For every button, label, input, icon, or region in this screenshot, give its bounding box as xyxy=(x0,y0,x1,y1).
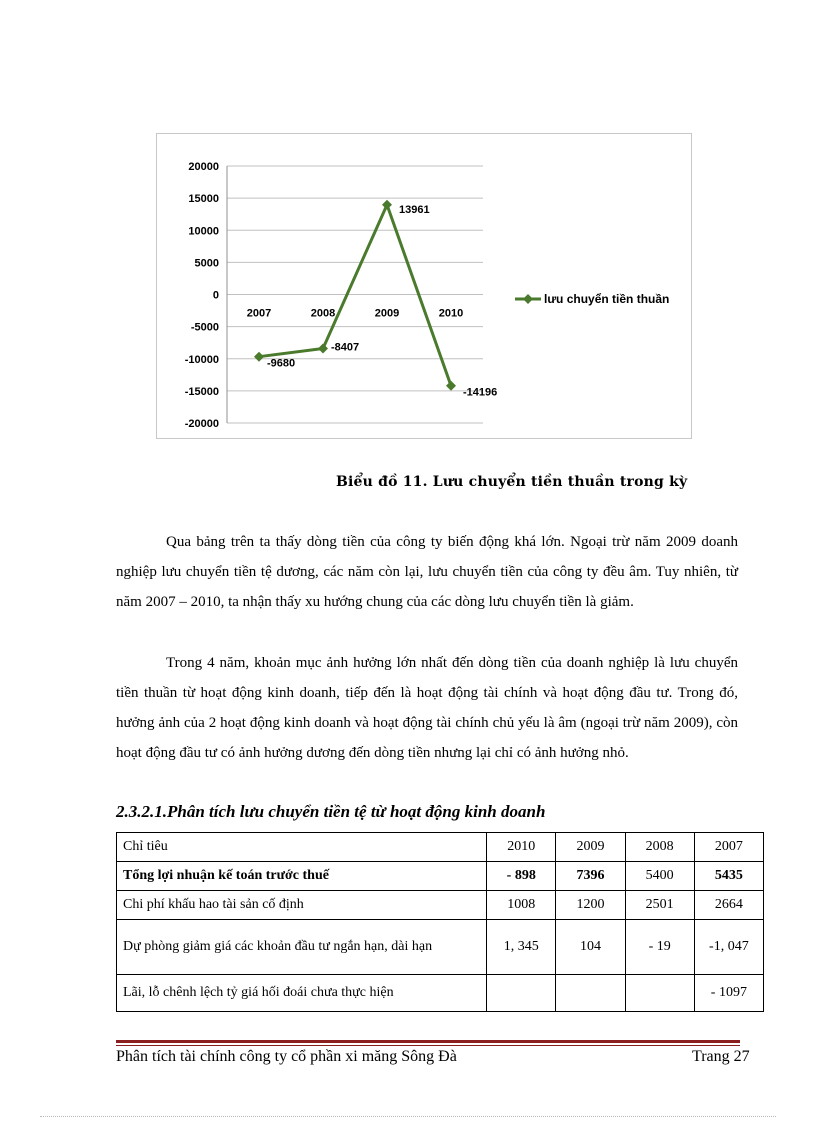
table-header-cell: Chỉ tiêu xyxy=(117,833,487,862)
table-row xyxy=(117,862,764,891)
paragraph-1: Qua bảng trên ta thấy dòng tiền của công ty biến động khá lớn. Ngoại trừ năm 2009 doanh nghiệp lưu chuyển tiền tệ dương, các năm còn lại, lưu chuyển tiền của công ty đều âm. Tuy nhiên, từ năm 2007 – 2010, ta nhận thấy xu hướng chung của các dòng lưu chuyển tiền là giảm. xyxy=(116,534,738,610)
x-tick-label: 2008 xyxy=(310,307,336,320)
table-cell xyxy=(625,975,694,1012)
table-header-cell: 2010 xyxy=(487,833,556,862)
table-header-row xyxy=(117,833,764,862)
x-tick-label: 2010 xyxy=(438,307,464,320)
y-tick-label: -15000 xyxy=(184,385,219,398)
paragraph-2: Trong 4 năm, khoản mục ảnh hưởng lớn nhất đến dòng tiền của doanh nghiệp là lưu chuyển tiền thuần từ hoạt động kinh doanh, tiếp đến là hoạt động tài chính và hoạt động đầu tư. Trong đó, hưởng ảnh của 2 hoạt động kinh doanh và hoạt động tài chính chủ yếu là âm (ngoại trừ năm 2009), còn hoạt động đầu tư có ảnh hưởng dương đến dòng tiền nhưng lại chỉ có ảnh hưởng nhỏ. xyxy=(116,655,738,761)
chart-caption: Biểu đồ 11. Lưu chuyển tiền thuần trong kỳ xyxy=(336,474,688,490)
table-row xyxy=(117,891,764,920)
x-tick-label: 2009 xyxy=(374,307,400,320)
page-edge-divider xyxy=(40,1116,776,1117)
table-cell: 2664 xyxy=(694,891,763,920)
page-number: Trang 27 xyxy=(692,1048,750,1065)
table-cell: 1200 xyxy=(556,891,625,920)
table-cell: 2501 xyxy=(625,891,694,920)
table-cell: Tổng lợi nhuận kế toán trước thuế xyxy=(117,862,487,891)
table-row xyxy=(117,975,764,1012)
data-label: -9680 xyxy=(267,357,296,370)
table-cell: - 898 xyxy=(487,862,556,891)
table-cell: Chi phí khấu hao tài sản cố định xyxy=(117,891,487,920)
table-row xyxy=(117,920,764,975)
y-tick-label: -5000 xyxy=(190,321,219,334)
table-cell: 7396 xyxy=(556,862,625,891)
footer-rule xyxy=(116,1045,740,1046)
table-cell: 104 xyxy=(556,920,625,975)
legend-label: lưu chuyển tiền thuần xyxy=(544,292,670,306)
table-cell: 1, 345 xyxy=(487,920,556,975)
table-header-cell: 2008 xyxy=(625,833,694,862)
x-tick-label: 2007 xyxy=(246,307,272,320)
table-cell xyxy=(487,975,556,1012)
y-tick-label: 5000 xyxy=(194,257,219,270)
data-point xyxy=(254,352,264,362)
y-tick-label: 15000 xyxy=(188,193,219,206)
table-cell: 5435 xyxy=(694,862,763,891)
data-point xyxy=(318,344,328,354)
table-cell: 5400 xyxy=(625,862,694,891)
table-cell: Lãi, lỗ chênh lệch tỷ giá hối đoái chưa thực hiện xyxy=(117,975,487,1012)
table-cell xyxy=(556,975,625,1012)
footer-rule xyxy=(116,1040,740,1043)
data-point xyxy=(382,200,392,210)
legend-marker xyxy=(523,294,533,304)
y-tick-label: -10000 xyxy=(184,353,219,366)
data-label: -14196 xyxy=(463,386,498,399)
footer-title: Phân tích tài chính công ty cổ phần xi măng Sông Đà xyxy=(116,1048,457,1065)
data-label: 13961 xyxy=(399,203,430,216)
chart-canvas xyxy=(157,134,693,440)
section-heading: 2.3.2.1.Phân tích lưu chuyển tiền tệ từ hoạt động kinh doanh xyxy=(116,802,546,821)
y-tick-label: -20000 xyxy=(184,418,219,430)
table-cell: -1, 047 xyxy=(694,920,763,975)
table-cell: - 19 xyxy=(625,920,694,975)
table-cell: Dự phòng giảm giá các khoản đầu tư ngắn hạn, dài hạn xyxy=(117,920,487,975)
cash-flow-table xyxy=(116,832,764,1012)
data-label: -8407 xyxy=(331,341,360,354)
table-cell: - 1097 xyxy=(694,975,763,1012)
data-point xyxy=(446,381,456,391)
line-chart xyxy=(156,133,692,439)
y-tick-label: 10000 xyxy=(188,225,219,238)
table-cell: 1008 xyxy=(487,891,556,920)
y-tick-label: 0 xyxy=(212,289,219,302)
y-tick-label: 20000 xyxy=(188,161,219,173)
table-header-cell: 2007 xyxy=(694,833,763,862)
table-header-cell: 2009 xyxy=(556,833,625,862)
